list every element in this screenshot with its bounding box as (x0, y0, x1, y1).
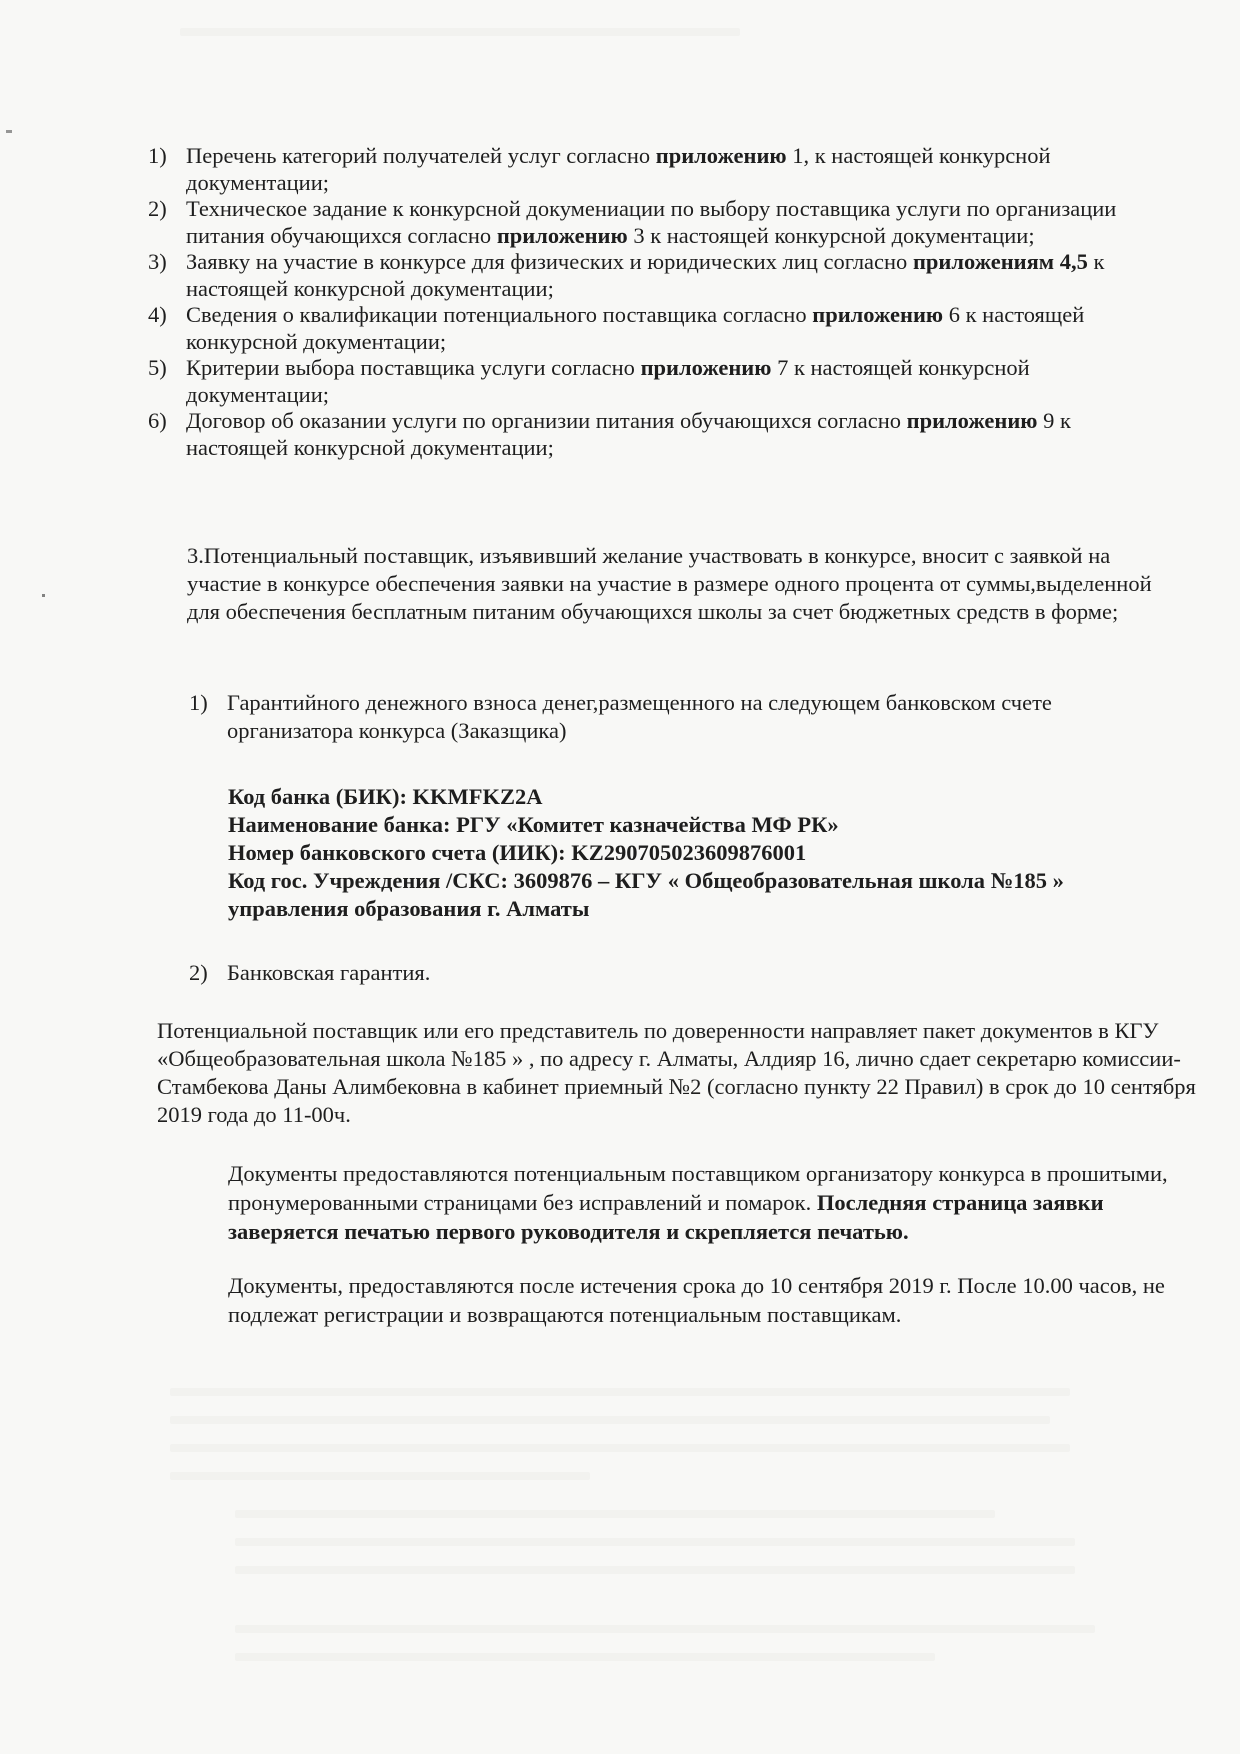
item-text: Техническое задание к конкурсной докумениации по выбору поставщика услуги по организации питания обучающихся согласно (186, 196, 1117, 248)
section-3-paragraph: 3.Потенциальный поставщик, изъявивший желание участвовать в конкурсе, вносит с заявкой на участие в конкурсе обеспечения заявки на участие в размере одного процента от суммы,выделенной для обеспечения бесплатным питаним обучающихся школы за счет бюджетных средств в форме; (187, 543, 1152, 624)
list-item (148, 408, 1148, 461)
list-number: 1) (189, 690, 208, 715)
list-item (148, 143, 1148, 196)
appendix-ref: приложению (655, 143, 787, 168)
bank-details (228, 783, 1188, 923)
list-number: 1) (148, 143, 167, 168)
item-text: 6 к настоящей конкурсной документации; (186, 302, 1085, 354)
list-item (148, 302, 1148, 355)
bleed-through-artifact (235, 1625, 1095, 1633)
bank-bik: Код банка (БИК): KKMFKZ2A (228, 784, 543, 809)
appendix-ref: приложению (640, 355, 772, 380)
appendix-ref: приложению (906, 408, 1038, 433)
bleed-through-artifact (235, 1510, 995, 1518)
attachments-list (148, 143, 1148, 461)
institution-code-sks: Код гос. Учреждения /СКС: 3609876 – КГУ « Общеобразовательная школа №185 » (228, 868, 1064, 893)
item-text: 1, к настоящей конкурсной документации; (186, 143, 1051, 195)
documents-requirements-paragraph (228, 1159, 1218, 1246)
item-text: 3 к настоящей конкурсной документации; (627, 222, 1035, 248)
scan-speck (42, 594, 45, 597)
bleed-through-artifact (170, 1416, 1050, 1424)
item-text: 9 к настоящей конкурсной документации; (186, 408, 1071, 460)
bleed-through-artifact (170, 1472, 590, 1480)
appendix-ref: приложению (496, 222, 628, 248)
list-number: 2) (148, 196, 167, 221)
bleed-through-artifact (170, 1444, 1070, 1452)
item-text: Договор об оказании услуги по организии питания обучающихся согласно (186, 408, 907, 433)
list-item (148, 196, 1148, 249)
item-text: Сведения о квалификации потенциального поставщика согласно (186, 302, 813, 327)
item-text: к настоящей конкурсной документации; (186, 249, 1105, 301)
bank-name: Наименование банка: РГУ «Комитет казначейства МФ РК» (228, 812, 839, 837)
list-number: 5) (148, 355, 167, 380)
item-text: Банковская гарантия. (227, 960, 431, 985)
item-text: Перечень категорий получателей услуг согласно (186, 143, 656, 168)
item-text: Гарантийного денежного взноса денег,размещенного на следующем банковском счете организатора конкурса (Заказщика) (227, 690, 1052, 743)
requirements-text: Документы предоставляются потенциальным поставщиком организатору конкурса в прошитыми, пронумерованными страницами без исправлений и помарок. (228, 1161, 1168, 1215)
list-number: 6) (148, 408, 167, 433)
submission-paragraph: Потенциальной поставщик или его представитель по доверенности направляет пакет документов в КГУ «Общеобразовательная школа №185 » , по адресу г. Алматы, Алдияр 16, лично сдает секретарю комиссии- Стамбекова Даны Алимбековна в кабинет приемный №2 (согласно пункту 22 Правил) в срок до 10 сентября 2019 года до 11-00ч. (157, 1018, 1196, 1127)
bank-account-iik: Номер банковского счета (ИИК): KZ290705023609876001 (228, 840, 807, 865)
bleed-through-artifact (235, 1538, 1075, 1546)
list-number: 4) (148, 302, 167, 327)
scan-speck (6, 130, 12, 133)
institution-code-continued: управления образования г. Алматы (228, 896, 590, 921)
item-text: Критерии выбора поставщика услуги согласно (186, 355, 641, 380)
bleed-through-artifact (235, 1566, 1075, 1574)
security-forms-list (189, 689, 1169, 745)
late-documents-paragraph: Документы, предоставляются после истечения срока до 10 сентября 2019 г. После 10.00 часов, не подлежат регистрации и возвращаются потенциальным поставщикам. (228, 1273, 1165, 1327)
list-number: 2) (189, 960, 208, 985)
list-item (189, 960, 430, 987)
list-number: 3) (148, 249, 167, 274)
list-item (148, 355, 1148, 408)
appendix-ref: приложению (812, 302, 944, 327)
list-item (148, 249, 1148, 302)
appendix-ref: приложениям 4,5 (912, 249, 1088, 274)
list-item (189, 689, 1169, 745)
item-text: 7 к настоящей конкурсной документации; (186, 355, 1030, 407)
bleed-through-artifact (170, 1388, 1070, 1396)
bleed-through-artifact (235, 1653, 935, 1661)
bleed-through-artifact (180, 28, 740, 36)
item-text: Заявку на участие в конкурсе для физических и юридических лиц согласно (186, 249, 913, 274)
requirements-bold-text: Последняя страница заявки заверяется печатью первого руководителя и скрепляется печатью. (228, 1190, 1104, 1244)
